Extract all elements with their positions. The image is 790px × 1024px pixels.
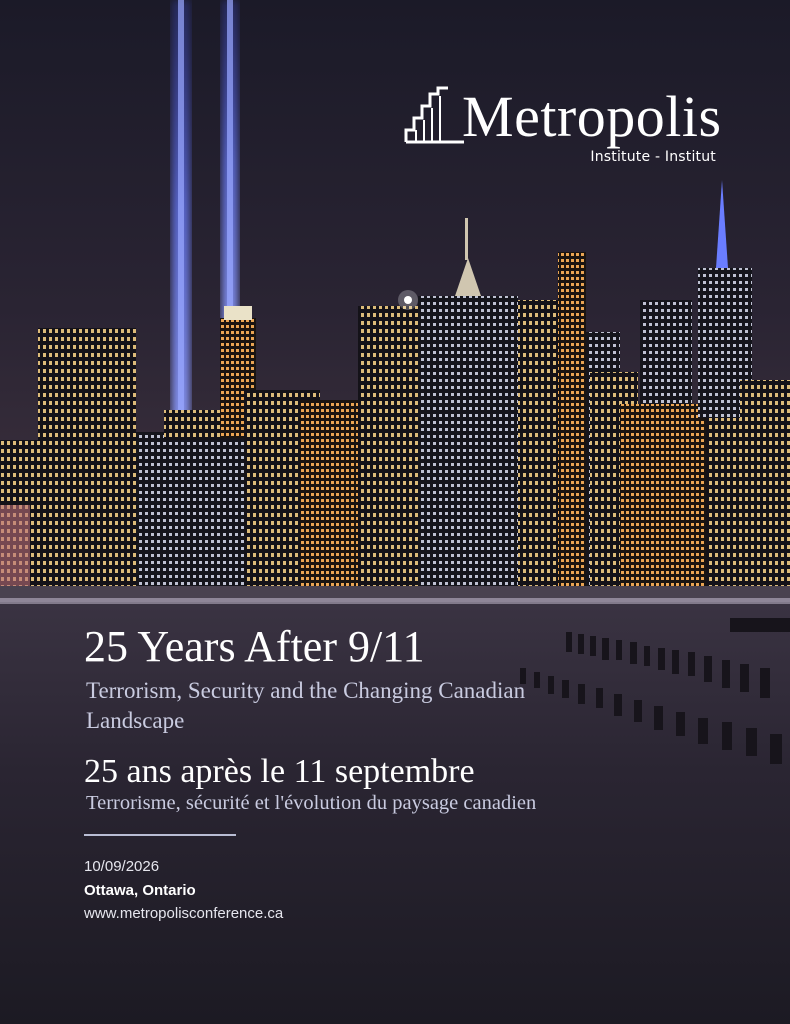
event-location: Ottawa, Ontario bbox=[84, 882, 196, 899]
building-group bbox=[0, 180, 790, 590]
event-date: 10/09/2026 bbox=[84, 858, 160, 875]
divider bbox=[84, 834, 236, 836]
logo-tagline: Institute - Institut bbox=[590, 149, 716, 165]
logo-wordmark: Metropolis bbox=[462, 84, 722, 149]
title-english: 25 Years After 9/11 bbox=[84, 622, 425, 671]
subtitle-french: Terrorisme, sécurité et l'évolution du paysage canadien bbox=[86, 792, 537, 814]
event-website-link[interactable]: www.metropolisconference.ca bbox=[84, 905, 284, 922]
title-french: 25 ans après le 11 septembre bbox=[84, 753, 475, 790]
subtitle-english: Terrorism, Security and the Changing Canadian Landscape bbox=[86, 678, 526, 733]
metropolis-logo bbox=[404, 84, 722, 174]
